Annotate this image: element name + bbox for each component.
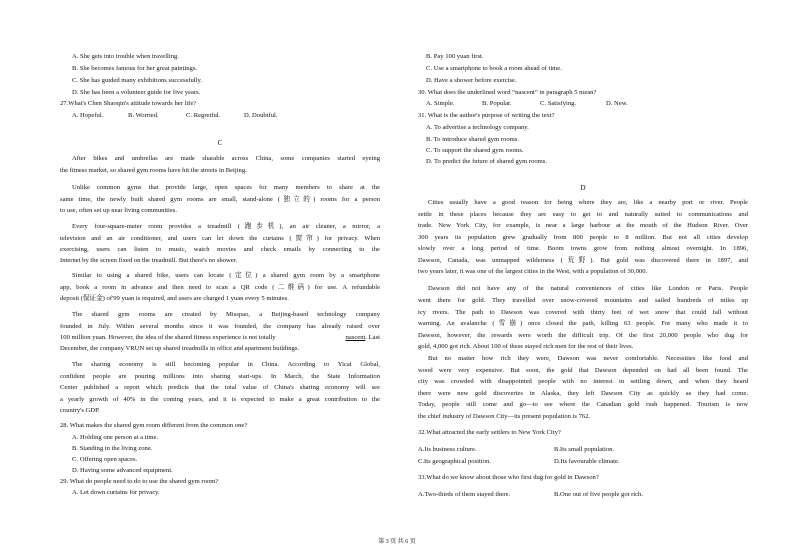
paragraph-line: Unlike common gyms that provide large, open spaces for many members to share at the <box>72 184 380 191</box>
option-line: D. She has been a volunteer guide for five years. <box>72 89 201 96</box>
option-line: D. Having some advanced equipment. <box>72 467 173 474</box>
paragraph-line: Internet by the screen fixed on the treadmill. But there's no shower. <box>60 257 238 264</box>
option: B. Popular. <box>482 100 512 107</box>
option: A.Two-thirds of them stayed there. <box>418 491 511 498</box>
paragraph-line: city was crowded with disappointed people with no interest in settling down, and when they heard <box>418 378 748 385</box>
paragraph-line: But no matter how rich they were, Dawson was never comfortable. Necessities like food and <box>428 355 748 362</box>
option: A. Simple. <box>426 100 455 107</box>
paragraph-line: television and an air conditioner, and users can let down the curtains (窗帘) for privacy. When <box>60 235 380 242</box>
paragraph-line: December, the company VRUN set up shared treadmills in office and apartment buildings. <box>60 345 300 352</box>
paragraph-line: Every four-square-meter room provides a treadmill (跑步机), an air cleaner, a mirror, a <box>72 223 380 230</box>
paragraph-line: After bikes and umbrellas are made sharable across China, some companies started eyeing <box>72 155 380 162</box>
paragraph-line: went there for gold. They travelled over snow-covered mountains and sailed hundreds of miles up <box>418 297 748 304</box>
question-31-stem: 31. What is the author's purpose of writing the text? <box>418 112 555 119</box>
paragraph-line: a yearly growth of 40% in the coming years, and it is expected to make a great contribution to the <box>60 396 380 403</box>
paragraph-line: Dawson, however, the rewards were worth the difficult trip. Of the first 20,000 people who dug for <box>418 332 748 339</box>
paragraph-line: founded in July. Within several months since it was founded, the company has already raised over <box>60 323 380 330</box>
paragraph-line: settle in these places because they are easy to get to and naturally suited to communications and <box>418 211 748 218</box>
question-33-options <box>418 491 643 499</box>
paragraph-line: deposit (保证金) of'99 yuan is required, and users are charged 1 yuan every 5 minutes. <box>60 295 289 302</box>
option-line: B. Standing in the living zone. <box>72 445 153 452</box>
paragraph-line: same time, the newly built shared gym rooms are small, stand-alone (独立的) rooms for a person <box>60 196 380 203</box>
question-32-stem: 32.What attracted the early settlers to New York City? <box>418 429 561 436</box>
option-line: A. She gets into trouble when travelling. <box>72 53 179 60</box>
question-32-options <box>418 446 614 454</box>
option-line: C. Offering open spaces. <box>72 456 138 463</box>
paragraph-line: to use, often set up near living communities. <box>60 207 178 214</box>
paragraph-line <box>60 334 380 342</box>
option-line: B. Pay 100 yuan first. <box>426 53 484 60</box>
question-28-stem: 28. What makes the shared gym room different from the common one? <box>60 422 248 429</box>
paragraph-line: Dawson did not have any of the natural conveniences of cities like London or Paris. People <box>428 285 748 292</box>
paragraph-line: wood were very expensive. But soon, the gold that Dawson depended on had all been found. The <box>418 367 748 374</box>
paragraph-line: two years later, it was one of the largest cities in the West, with a population of 30,000. <box>418 268 648 275</box>
page-number: 第 3 页 共 6 页 <box>378 539 416 545</box>
option-line: A. Let down curtains for privacy. <box>72 489 160 496</box>
paragraph-line: icy rivers. The path to Dawson was covered with thirty feet of wet snow that could fall without <box>418 309 748 316</box>
paragraph-line: gold, 4,000 got rich. About 100 of these stayed rich men for the rest of their lives. <box>418 343 634 350</box>
paragraph-text: . Last <box>365 334 380 341</box>
paragraph-text <box>346 334 380 342</box>
option-line: D. Have a shower before exercise. <box>426 77 517 84</box>
option: C. Regretful. <box>186 112 221 119</box>
paragraph-line: The shared gym rooms are created by Misspao, a Beijing-based technology company <box>72 311 380 318</box>
question-27-options <box>72 112 278 120</box>
option-line: B. She becomes famous for her great paintings. <box>72 65 198 72</box>
option-line: C. She has guided many exhibitions successfully. <box>72 77 202 84</box>
option-line: B. To introduce shared gym rooms. <box>426 136 519 143</box>
paragraph-line: the chief industry of Dawson City—its present population is 762. <box>418 413 591 420</box>
paragraph-line: there were new gold discoveries in Alaska, they left Dawson City as quickly as they had come. <box>418 390 748 397</box>
paragraph-line: trade. New York City, for example, is near a large harbour at the mouth of the Hudson River. Over <box>418 222 748 229</box>
question-30-stem: 30. What does the underlined word “nascent” in paragraph 5 mean? <box>418 89 597 96</box>
paragraph-line: app, book a room in advance and then need to scan a QR code (二维码) for use. A refundable <box>60 284 380 291</box>
paragraph-text: 100 million yuan. However, the idea of the shared fitness experience is not totally <box>60 334 276 341</box>
paragraph-line: exercising, users can listen to music, watch movies and check emails by connecting to the <box>60 246 380 253</box>
option: B.One out of five people got rich. <box>554 491 643 498</box>
option-line: A. To advertise a technology company. <box>426 124 529 131</box>
paragraph-line: Today, people still come and go—to see where the Canadian gold rush happened. Tourism is now <box>418 401 748 408</box>
option: B. Worried. <box>128 112 159 119</box>
option: C.Its geographical position. <box>418 458 491 465</box>
option: A. Hopeful. <box>72 112 104 119</box>
section-heading-d: D <box>580 184 586 192</box>
question-33-stem: 33.What do we know about those who first dug for gold in Dawson? <box>418 474 599 481</box>
paragraph-line: Similar to using a shared bike, users can locate (定位) a shared gym room by a smartphone <box>72 272 380 279</box>
paragraph-line: country's GDP. <box>60 407 100 414</box>
paragraph-line: Center published a report which predicts that the total value of China's sharing economy will see <box>60 384 380 391</box>
question-27-stem: 27.What's Chen Shaoqin's attitude towards her life? <box>60 100 197 107</box>
section-heading-c: C <box>217 139 223 147</box>
option: A.Its business culture. <box>418 446 477 453</box>
paragraph-line: The sharing economy is still becoming popular in China. According to Yicai Global, <box>72 361 380 368</box>
question-29-stem: 29. What do people need to do to use the shared gym room? <box>60 478 219 485</box>
option-line: C. Use a smartphone to book a room ahead of time. <box>426 65 562 72</box>
paragraph-line: warning. An avalanche (雪崩) once closed the path, killing 63 people. For many who made it to <box>418 320 748 327</box>
paragraph-line: 300 years its population grew gradually from 800 people to 8 million. But not all cities develop <box>418 234 748 241</box>
paragraph-line: Cities usually have a good reason for being where they are, like a nearby port or river. People <box>428 199 748 206</box>
paragraph-line: Dawson, Canada, was unmapped wilderness (荒野). But gold was discovered there in 1897, and <box>418 257 748 264</box>
option: D.Its favourable climate. <box>554 458 620 465</box>
option: B.Its small population. <box>554 446 615 453</box>
option: D. Doubtful. <box>244 112 278 119</box>
option-line: A. Holding one person at a time. <box>72 434 159 441</box>
option-line: C. To support the shared gym rooms. <box>426 147 524 154</box>
option-line: D. To predict the future of shared gym rooms. <box>426 158 548 165</box>
question-30-options <box>426 100 628 108</box>
paragraph-line: the fitness market, so shared gym rooms have hit the streets in Beijing. <box>60 167 247 174</box>
question-32-options <box>418 458 620 466</box>
paragraph-line: confident people are pouring millions into sharing start-ups. In March, the State Information <box>60 373 380 380</box>
option: C. Satisfying. <box>540 100 577 107</box>
option: D. New. <box>606 100 628 107</box>
paragraph-line: slowly over a long period of time. Boom towns grow from nothing almost overnight. In 1896, <box>418 245 748 252</box>
underlined-word-nascent: nascent <box>345 334 366 341</box>
